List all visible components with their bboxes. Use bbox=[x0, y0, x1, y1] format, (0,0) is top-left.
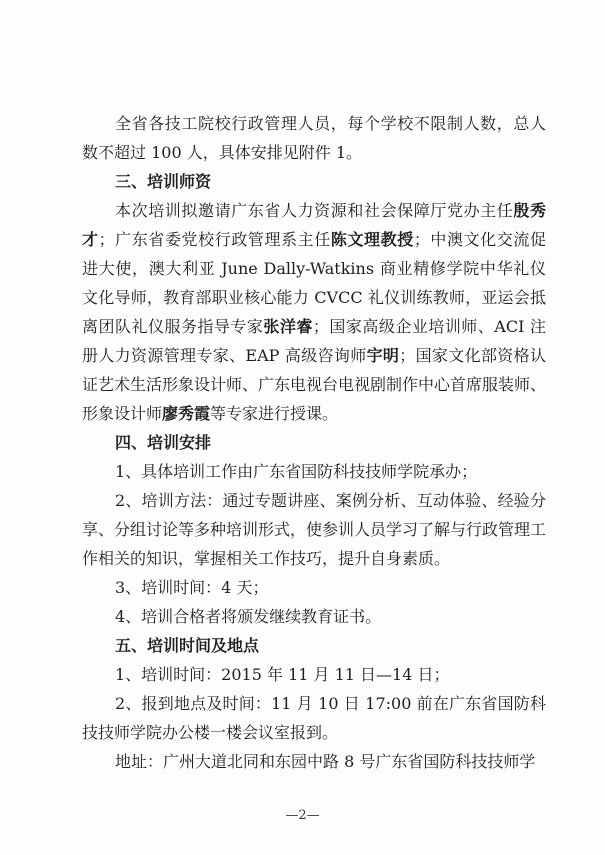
teacher-name-3: 张洋睿 bbox=[263, 317, 313, 336]
paragraph-scope bbox=[82, 109, 546, 167]
teachers-text-4: ；国家高级企业培训师、ACI 注册人力资源管理专家、EAP 高级咨询师 bbox=[82, 317, 546, 365]
heading-arrangement: 四、培训安排 bbox=[115, 433, 212, 452]
paragraph-teachers bbox=[82, 196, 546, 428]
arrangement-item-4: 4、培训合格者将颁发继续教育证书。 bbox=[115, 607, 382, 626]
arrangement-item-3: 3、培训时间：4 天； bbox=[115, 578, 269, 597]
teachers-text-6: 等专家进行授课。 bbox=[210, 404, 339, 423]
teacher-name-4: 宇明 bbox=[366, 346, 400, 365]
teacher-name-5: 廖秀霞 bbox=[162, 404, 211, 423]
arrangement-item-1: 1、具体培训工作由广东省国防科技技师学院承办； bbox=[115, 462, 478, 481]
page-number: —2— bbox=[285, 808, 320, 823]
location-item-2: 2、报到地点及时间：11 月 10 日 17:00 前在广东省国防科技技师学院办公楼一楼会议室报到。 bbox=[82, 694, 546, 742]
arrangement-item-2: 2、培训方法：通过专题讲座、案例分析、互动体验、经验分享、分组讨论等多种培训形式，使参训人员学习了解与行政管理工作相关的知识，掌握相关工作技巧，提升自身素质。 bbox=[82, 491, 547, 568]
teacher-name-2: 陈文理教授 bbox=[330, 230, 414, 249]
scope-text-2: 人，具体安排见附件 bbox=[186, 143, 331, 162]
heading-teachers: 三、培训师资 bbox=[115, 172, 212, 191]
scope-number: 100 bbox=[151, 143, 182, 162]
teachers-text-3: ；中澳文化交流促进大使，澳大利亚 June Dally-Watkins 商业精修学院中华礼仪文化导师，教育部职业核心能力 CVCC 礼仪训练教师，亚运会抵离团队礼仪服务指导专家 bbox=[82, 230, 546, 336]
teachers-text-5: ；国家文化部资格认证艺术生活形象设计师、广东电视台电视剧制作中心首席服装师、形象设计师 bbox=[82, 346, 547, 423]
address-line: 地址：广州大道北同和东园中路 8 号广东省国防科技技师学 bbox=[115, 752, 536, 771]
location-item-1: 1、培训时间：2015 年 11 月 11 日—14 日； bbox=[115, 665, 450, 684]
scope-text-3: 1。 bbox=[335, 143, 363, 162]
teacher-name-1: 殷秀才 bbox=[82, 201, 546, 249]
teachers-text-1: 本次培训拟邀请广东省人力资源和社会保障厅党办主任 bbox=[115, 201, 514, 220]
heading-time-location: 五、培训时间及地点 bbox=[115, 636, 260, 655]
teachers-text-2: ；广东省委党校行政管理系主任 bbox=[98, 230, 331, 249]
scope-text: 全省各技工院校行政管理人员，每个学校不限制人数，总人数不超过 bbox=[82, 114, 546, 162]
